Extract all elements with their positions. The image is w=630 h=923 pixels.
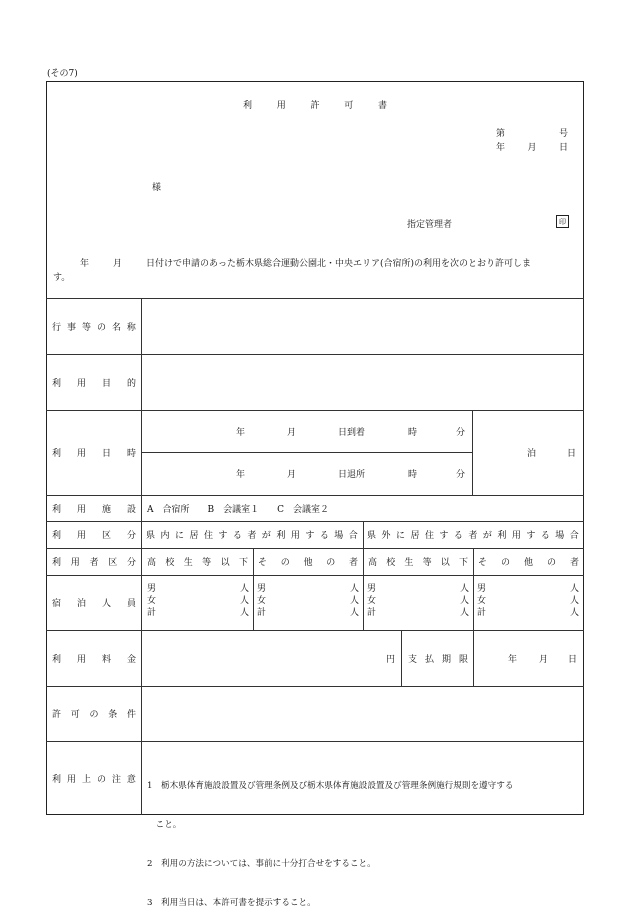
notes-list <box>147 754 513 923</box>
seal-mark: 印 <box>556 215 569 228</box>
category-out-prefecture[interactable]: 県 外 に 居 住 す る 者 が 利 用 す る 場 合 <box>367 531 579 541</box>
stay-nights-field[interactable]: 泊 日 <box>527 449 577 459</box>
category-in-prefecture[interactable]: 県 内 に 居 住 す る 者 が 利 用 す る 場 合 <box>146 531 358 541</box>
lodgers-hs-in[interactable]: 男 人 女 人 計 人 <box>147 584 249 618</box>
user-category-hs-in: 高 校 生 等 以 下 <box>147 558 248 568</box>
note-item-1-cont: こと。 <box>147 820 182 830</box>
fee-field[interactable]: 円 <box>385 654 395 665</box>
note-item-3: 3 利用当日は、本許可書を提示すること。 <box>147 898 316 908</box>
facility-options[interactable]: A 合宿所 B 会議室１ C 会議室２ <box>147 504 330 515</box>
issue-date: 年 月 日 <box>496 143 568 153</box>
deadline-label: 支 払 期 限 <box>408 654 468 665</box>
form-number: (その7) <box>47 69 78 79</box>
lodgers-other-in[interactable]: 男 人 女 人 計 人 <box>257 584 359 618</box>
user-category-other-in: そ の 他 の 者 <box>258 558 358 568</box>
addressee-suffix: 様 <box>152 183 162 193</box>
event-name-label: 行 事 等 の 名 称 <box>52 322 136 333</box>
departure-field[interactable]: 年 月 日退所 時 分 <box>236 470 466 480</box>
lodgers-other-out[interactable]: 男 人 女 人 計 人 <box>477 584 579 618</box>
notes-label: 利 用 上 の 注 意 <box>52 774 136 785</box>
category-label: 利 用 区 分 <box>52 531 136 541</box>
fee-label: 利 用 料 金 <box>52 654 136 665</box>
arrival-field[interactable]: 年 月 日到着 時 分 <box>236 427 466 438</box>
document-title: 利 用 許 可 書 <box>243 101 387 111</box>
issuer-label: 指定管理者 <box>407 220 453 230</box>
purpose-label: 利 用 目 的 <box>52 378 136 389</box>
note-item-2: 2 利用の方法については、事前に十分打合せをすること。 <box>147 859 376 869</box>
note-item-1: 1 栃木県体育施設設置及び管理条例及び栃木県体育施設設置及び管理条例施行規則を遵守する <box>147 781 514 791</box>
facility-label: 利 用 施 設 <box>52 504 136 515</box>
lodgers-label: 宿 泊 人 員 <box>52 599 136 609</box>
purpose-field[interactable] <box>142 355 583 410</box>
user-category-label: 利 用 者 区 分 <box>52 558 136 568</box>
conditions-field[interactable] <box>142 687 583 741</box>
user-category-other-out: そ の 他 の 者 <box>478 558 579 568</box>
lodgers-hs-out[interactable]: 男 人 女 人 計 人 <box>367 584 469 618</box>
intro-line-1: 年 月 日付けで申請のあった栃木県総合運動公園北・中央エリア(合宿所)の利用を次のとおり許可しま <box>80 259 531 269</box>
datetime-label: 利 用 日 時 <box>52 449 136 459</box>
permit-number: 第 号 <box>496 129 568 139</box>
user-category-hs-out: 高 校 生 等 以 下 <box>368 558 468 568</box>
event-name-field[interactable] <box>142 299 583 354</box>
intro-line-2: す。 <box>53 273 71 283</box>
conditions-label: 許 可 の 条 件 <box>52 710 136 720</box>
deadline-date-field[interactable]: 年 月 日 <box>508 654 578 665</box>
